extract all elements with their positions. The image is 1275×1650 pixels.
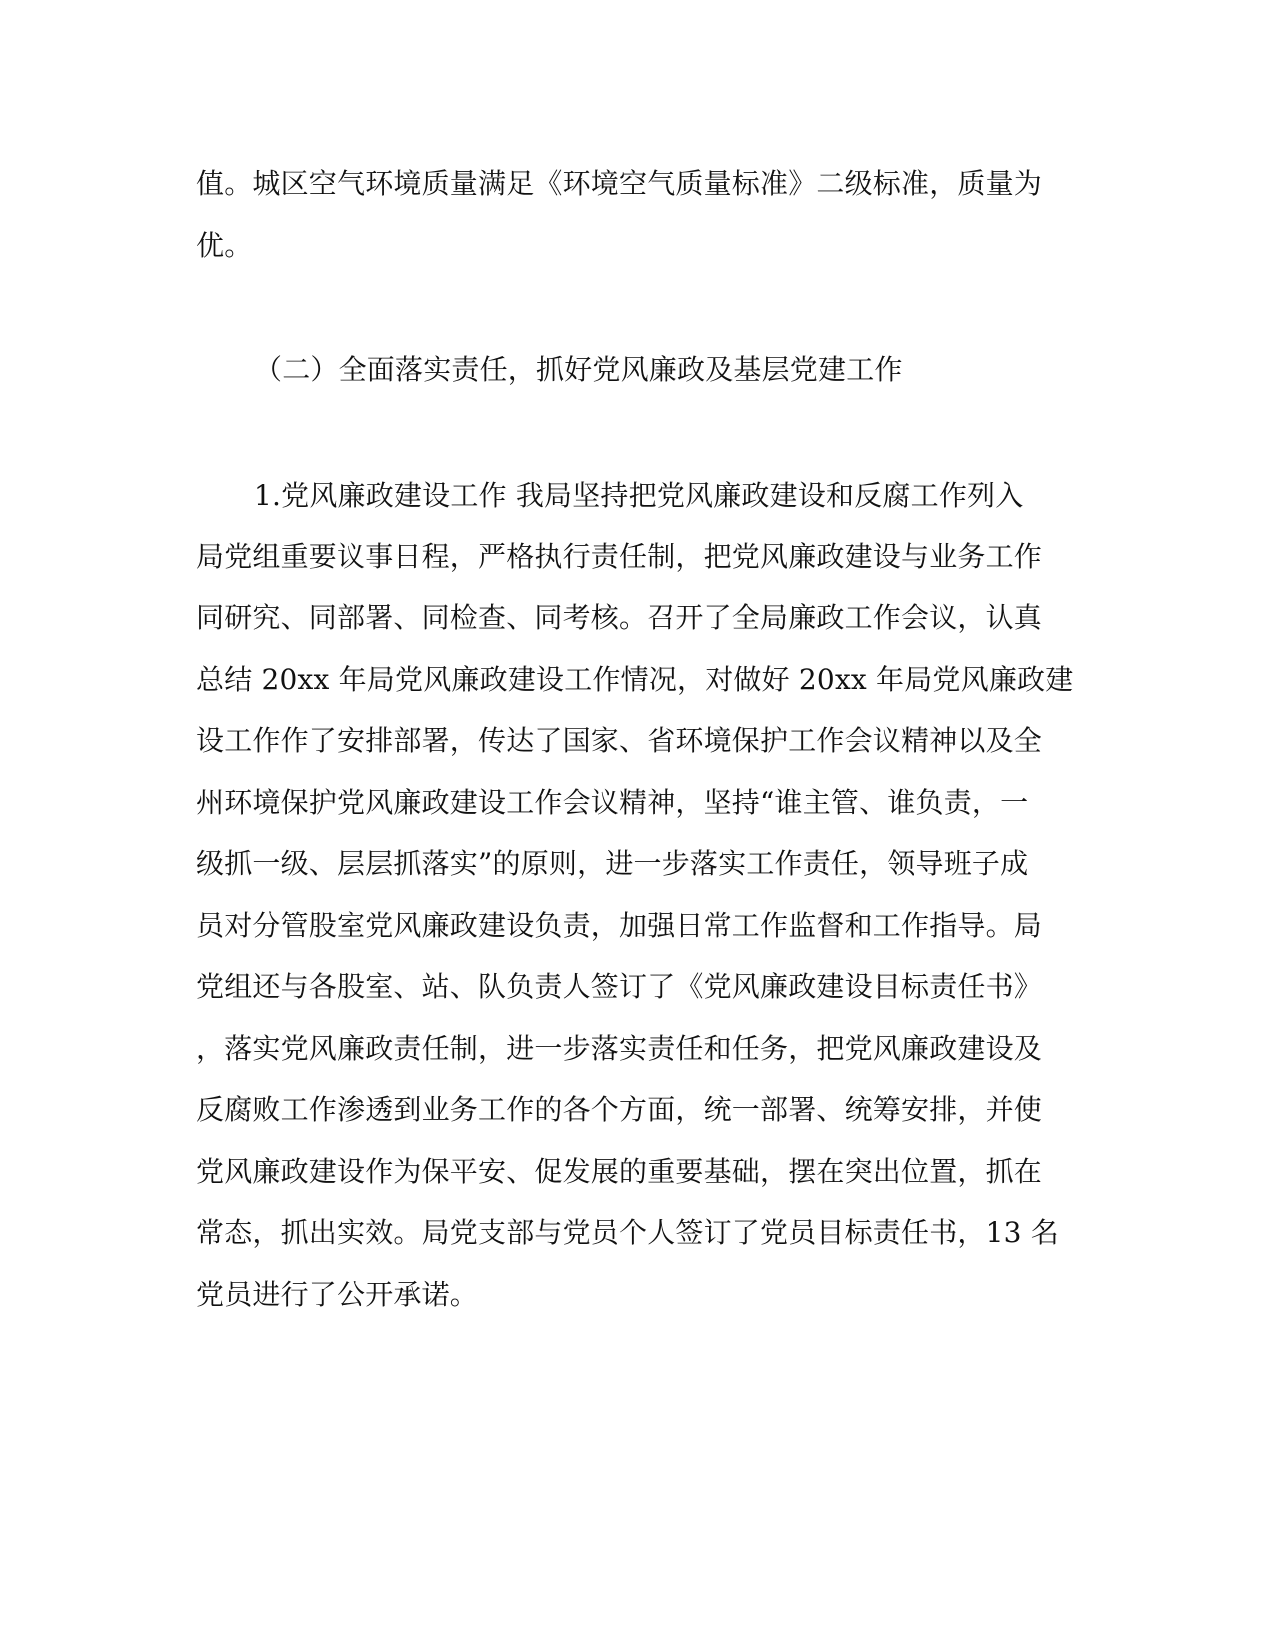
paragraph-line: 优。: [196, 229, 253, 262]
paragraph-line: 值。城区空气环境质量满足《环境空气质量标准》二级标准，质量为: [196, 167, 1043, 200]
paragraph-line: 党组还与各股室、站、队负责人签订了《党风廉政建设目标责任书》: [196, 970, 1043, 1003]
paragraph-line: 局党组重要议事日程，严格执行责任制，把党风廉政建设与业务工作: [196, 540, 1043, 573]
paragraph-line: 1.党风廉政建设工作 我局坚持把党风廉政建设和反腐工作列入: [254, 479, 1024, 512]
paragraph-line: 级抓一级、层层抓落实”的原则，进一步落实工作责任，领导班子成: [196, 847, 1029, 880]
paragraph-line: 反腐败工作渗透到业务工作的各个方面，统一部署、统筹安排，并使: [196, 1093, 1043, 1126]
paragraph-line: 常态，抓出实效。局党支部与党员个人签订了党员目标责任书，13 名: [196, 1216, 1059, 1249]
paragraph-line: 总结 20xx 年局党风廉政建设工作情况，对做好 20xx 年局党风廉政建: [196, 663, 1074, 696]
paragraph-line: ，落实党风廉政责任制，进一步落实责任和任务，把党风廉政建设及: [196, 1032, 1043, 1065]
paragraph-line: 党员进行了公开承诺。: [196, 1278, 479, 1311]
paragraph-line: 设工作作了安排部署，传达了国家、省环境保护工作会议精神以及全: [196, 724, 1043, 757]
paragraph-line: 党风廉政建设作为保平安、促发展的重要基础，摆在突出位置，抓在: [196, 1155, 1043, 1188]
paragraph-line: 员对分管股室党风廉政建设负责，加强日常工作监督和工作指导。局: [196, 909, 1043, 942]
paragraph-line: 同研究、同部署、同检查、同考核。召开了全局廉政工作会议，认真: [196, 601, 1043, 634]
paragraph-line: 州环境保护党风廉政建设工作会议精神，坚持“谁主管、谁负责，一: [196, 786, 1029, 819]
section-heading: （二）全面落实责任，抓好党风廉政及基层党建工作: [254, 353, 903, 386]
